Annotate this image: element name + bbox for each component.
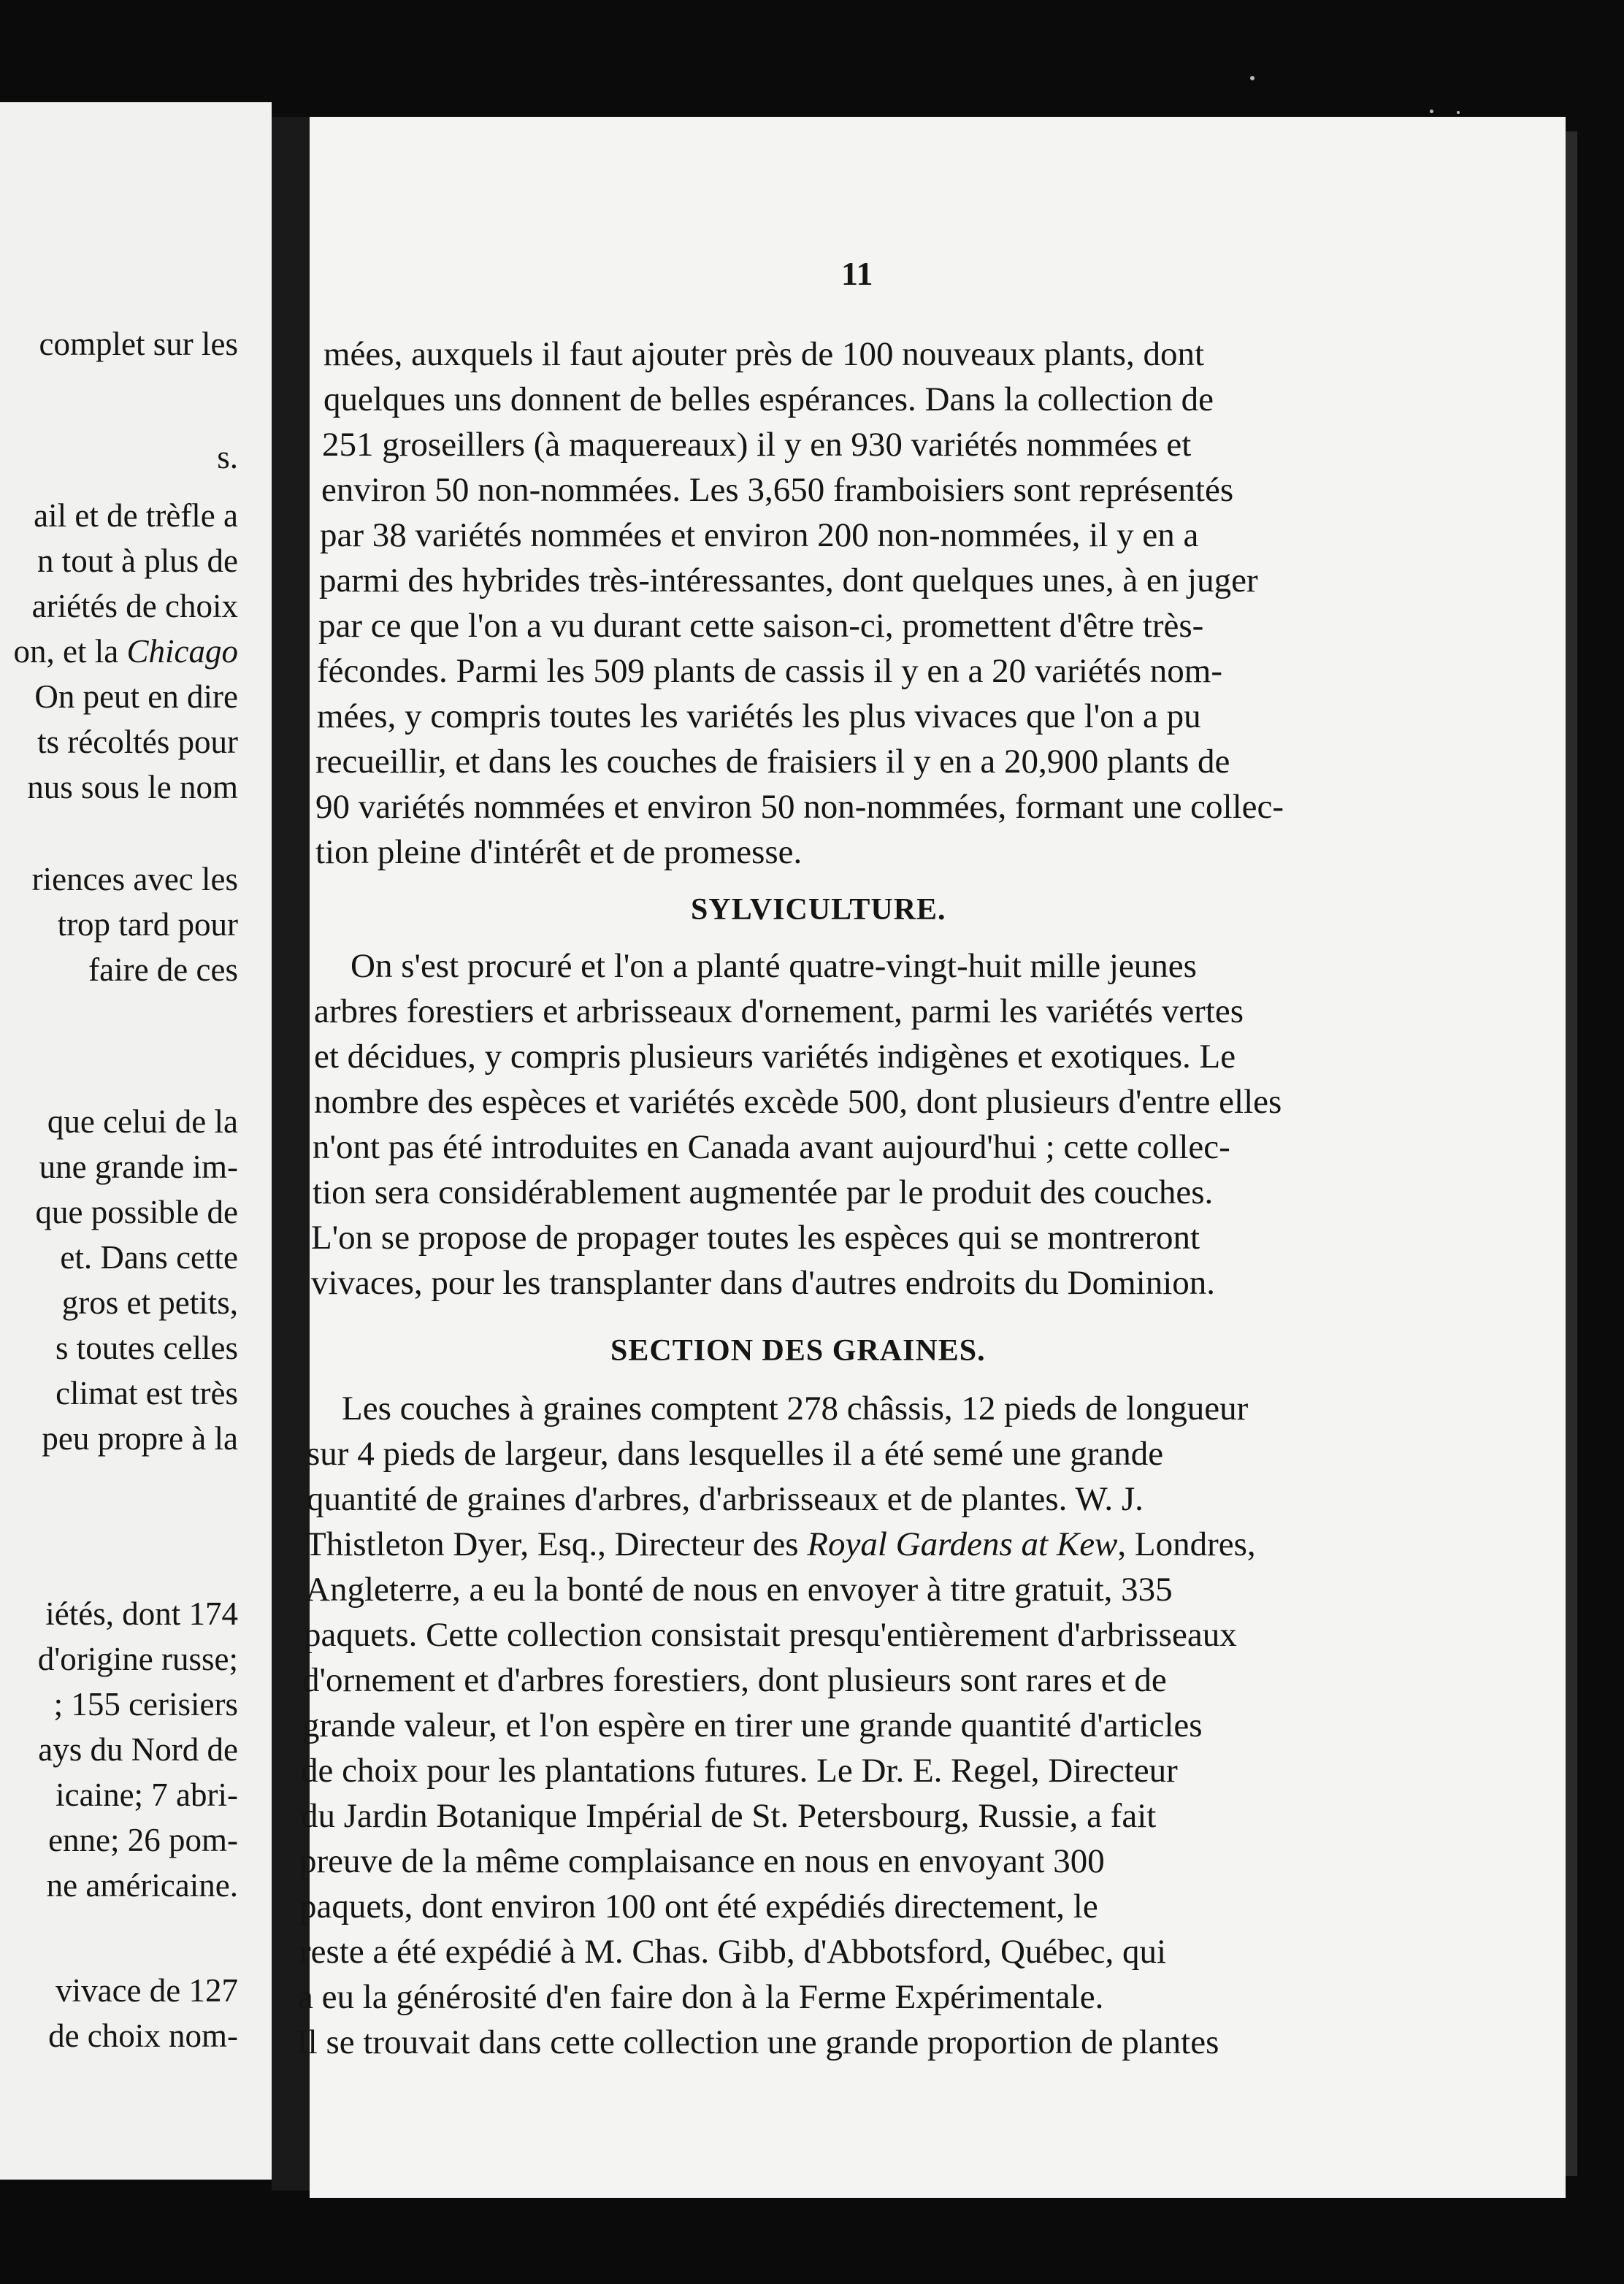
left-text-line: on, et la Chicago bbox=[13, 633, 238, 670]
dust-speck bbox=[1457, 111, 1460, 114]
text-line: preuve de la même complaisance en nous en envoyant 300 bbox=[299, 1842, 1105, 1880]
left-text-line: gros et petits, bbox=[61, 1284, 238, 1321]
left-text-line: vivace de 127 bbox=[55, 1972, 238, 2009]
left-text-line: ays du Nord de bbox=[38, 1731, 238, 1768]
left-text-line: s. bbox=[217, 439, 238, 475]
page-number: 11 bbox=[841, 255, 873, 292]
left-text-line: peu propre à la bbox=[42, 1420, 238, 1457]
text-line: On s'est procuré et l'on a planté quatre-vingt-huit mille jeunes bbox=[351, 947, 1197, 985]
text-line: tion pleine d'intérêt et de promesse. bbox=[315, 833, 803, 871]
text-line: n'ont pas été introduites en Canada avant aujourd'hui ; cette collec- bbox=[313, 1128, 1230, 1166]
page-edge bbox=[1566, 131, 1577, 2176]
text-line: et décidues, y compris plusieurs variétés indigènes et exotiques. Le bbox=[314, 1038, 1236, 1076]
left-text-line: ; 155 cerisiers bbox=[53, 1686, 238, 1722]
left-text-line: faire de ces bbox=[88, 951, 238, 988]
text-line: arbres forestiers et arbrisseaux d'ornement, parmi les variétés vertes bbox=[314, 992, 1244, 1030]
text-line: reste a été expédié à M. Chas. Gibb, d'Abbotsford, Québec, qui bbox=[299, 1933, 1167, 1971]
section-heading-sylviculture: SYLVICULTURE. bbox=[691, 893, 946, 927]
left-text-line: enne; 26 pom- bbox=[48, 1822, 238, 1858]
text-line: sur 4 pieds de largeur, dans lesquelles il a été semé une grande bbox=[307, 1435, 1164, 1473]
left-page bbox=[0, 102, 272, 2180]
text-line: quelques uns donnent de belles espérances. Dans la collection de bbox=[323, 380, 1214, 418]
left-text-line: ne américaine. bbox=[46, 1867, 238, 1904]
left-text-line: nus sous le nom bbox=[27, 769, 238, 805]
left-text-line: que possible de bbox=[35, 1194, 238, 1230]
dust-speck bbox=[1250, 76, 1255, 80]
left-text-line: que celui de la bbox=[47, 1103, 238, 1140]
text-line: 251 groseillers (à maquereaux) il y en 930 variétés nommées et bbox=[322, 426, 1192, 464]
left-text-line: complet sur les bbox=[39, 326, 238, 362]
text-line: tion sera considérablement augmentée par le produit des couches. bbox=[313, 1173, 1214, 1211]
text-line: L'on se propose de propager toutes les espèces qui se montreront bbox=[311, 1219, 1200, 1257]
text-line: fécondes. Parmi les 509 plants de cassis il y en a 20 variétés nom- bbox=[317, 652, 1222, 690]
text-line: 90 variétés nommées et environ 50 non-nommées, formant une collec- bbox=[315, 788, 1284, 826]
text-line: environ 50 non-nommées. Les 3,650 framboisiers sont représentés bbox=[321, 471, 1234, 509]
left-page-text bbox=[0, 102, 238, 2180]
text-line: mées, y compris toutes les variétés les plus vivaces que l'on a pu bbox=[317, 697, 1201, 735]
left-text-line: et. Dans cette bbox=[60, 1239, 238, 1276]
left-text-line: iétés, dont 174 bbox=[45, 1595, 238, 1632]
text-line: grande valeur, et l'on espère en tirer une grande quantité d'articles bbox=[302, 1706, 1203, 1744]
text-line: mées, auxquels il faut ajouter près de 100 nouveaux plants, dont bbox=[323, 335, 1205, 373]
text-line: parmi des hybrides très-intéressantes, dont quelques unes, à en juger bbox=[319, 562, 1258, 599]
text-line: nombre des espèces et variétés excède 500, dont plusieurs d'entre elles bbox=[314, 1083, 1282, 1121]
text-line: recueillir, et dans les couches de fraisiers il y en a 20,900 plants de bbox=[315, 743, 1230, 781]
dust-speck bbox=[1430, 110, 1433, 113]
text-line: d'ornement et d'arbres forestiers, dont plusieurs sont rares et de bbox=[302, 1661, 1167, 1699]
left-text-line: riences avec les bbox=[31, 861, 238, 897]
left-text-line: ariétés de choix bbox=[31, 588, 238, 624]
left-text-line: n tout à plus de bbox=[37, 543, 238, 579]
text-line: du Jardin Botanique Impérial de St. Petersbourg, Russie, a fait bbox=[301, 1797, 1157, 1835]
left-text-line: trop tard pour bbox=[57, 906, 238, 943]
text-line: quantité de graines d'arbres, d'arbrisseaux et de plantes. W. J. bbox=[307, 1480, 1144, 1518]
text-line: par ce que l'on a vu durant cette saison-ci, promettent d'être très- bbox=[318, 607, 1204, 645]
text-line: vivaces, pour les transplanter dans d'autres endroits du Dominion. bbox=[311, 1264, 1216, 1302]
left-text-line: une grande im- bbox=[39, 1149, 238, 1185]
text-line: par 38 variétés nommées et environ 200 non-nommées, il y en a bbox=[320, 516, 1199, 554]
left-text-line: icaine; 7 abri- bbox=[55, 1777, 238, 1813]
text-line: paquets. Cette collection consistait presqu'entièrement d'arbrisseaux bbox=[304, 1616, 1237, 1654]
text-line: Les couches à graines comptent 278 châssis, 12 pieds de longueur bbox=[342, 1390, 1249, 1428]
text-line: Thistleton Dyer, Esq., Directeur des Royal Gardens at Kew, Londres, bbox=[305, 1525, 1256, 1563]
left-text-line: ail et de trèfle a bbox=[34, 497, 238, 534]
text-line: paquets, dont environ 100 ont été expédiés directement, le bbox=[299, 1888, 1098, 1925]
text-line: a eu la générosité d'en faire don à la Ferme Expérimentale. bbox=[298, 1978, 1104, 2016]
text-line: Angleterre, a eu la bonté de nous en envoyer à titre gratuit, 335 bbox=[305, 1571, 1173, 1609]
left-text-line: ts récoltés pour bbox=[37, 724, 238, 760]
text-line: de choix pour les plantations futures. Le Dr. E. Regel, Directeur bbox=[301, 1752, 1178, 1790]
left-text-line: climat est très bbox=[55, 1375, 238, 1411]
left-text-line: de choix nom- bbox=[48, 2017, 238, 2054]
text-line: Il se trouvait dans cette collection une grande proportion de plantes bbox=[296, 2023, 1219, 2061]
left-text-line: s toutes celles bbox=[55, 1330, 238, 1366]
section-heading-graines: SECTION DES GRAINES. bbox=[610, 1334, 986, 1368]
left-text-line: On peut en dire bbox=[34, 678, 238, 715]
left-text-line: d'origine russe; bbox=[37, 1641, 238, 1677]
